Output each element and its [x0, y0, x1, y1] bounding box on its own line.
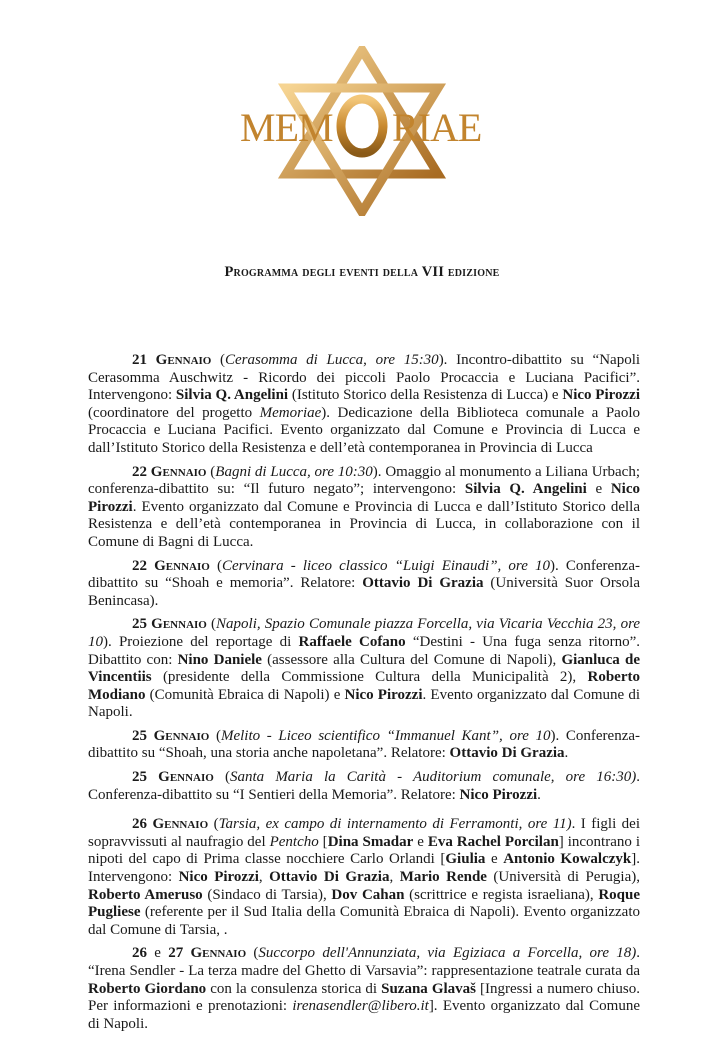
- event-text-segment: ). Omaggio al monumento a Liliana Urbach; conferenza-dibattito su: “Il futuro negato”; intervengono:: [88, 463, 641, 498]
- event-text-segment: Eva Rachel Porcilan: [427, 833, 559, 850]
- event-text-segment: Gianluca de Vincentiis: [88, 651, 640, 686]
- event-text-segment: Gennaio: [152, 816, 209, 833]
- event-text-segment: Nico Pirozzi: [88, 481, 640, 515]
- event-text-segment: e: [413, 833, 428, 850]
- event-text-segment: 21: [132, 352, 156, 368]
- event-text-segment: (: [208, 816, 219, 833]
- event-text-segment: . Conferenza-dibattito su “I Sentieri della Memoria”. Relatore:: [88, 769, 641, 803]
- event-text-segment: Ottavio Di Grazia: [449, 745, 565, 762]
- event-text-segment: 25: [132, 616, 152, 633]
- event-text-segment: [Ingressi a numero chiuso. Per informazioni e prenotazioni:: [88, 980, 640, 1015]
- event-text-segment: (Università Suor Orsola Benincasa).: [88, 575, 640, 609]
- events-list: [88, 352, 640, 1039]
- logo-text-right: RIAE: [392, 105, 482, 150]
- event-text-segment: (Sindaco di Tarsia),: [202, 886, 332, 903]
- event-text-segment: (scrittrice e regista israeliana),: [404, 886, 599, 903]
- event-paragraph: [88, 352, 640, 458]
- event-text-segment: ). Conferenza-dibattito su “Shoah e memoria”. Relatore:: [88, 557, 640, 592]
- event-text-segment: Raffaele Cofano: [298, 633, 406, 650]
- event-text-segment: 25: [132, 769, 159, 786]
- event-text-segment: .: [564, 745, 569, 762]
- event-text-segment: Napoli, Spazio Comunale piazza Forcella, via Vicaria Vecchia 23, ore 10: [88, 616, 641, 650]
- event-text-segment: 22: [132, 557, 155, 574]
- event-text-segment: Roberto Ameruso: [88, 886, 203, 903]
- event-text-segment: ,: [389, 869, 400, 886]
- event-text-segment: Santa Maria la Carità - Auditorium comunale, ore 16:30): [230, 769, 637, 786]
- event-paragraph: [88, 769, 640, 804]
- event-text-segment: (assessore alla Cultura del Comune di Napoli),: [261, 651, 562, 668]
- event-text-segment: 25: [132, 727, 154, 744]
- event-text-segment: ,: [258, 869, 270, 886]
- event-text-segment: Gennaio: [154, 557, 210, 574]
- event-text-segment: irenasendler@libero.it: [292, 998, 429, 1015]
- event-text-segment: Roberto Giordano: [88, 980, 207, 997]
- event-text-segment: Suzana Glavaš: [381, 980, 476, 997]
- event-text-segment: Antonio Kowalczyk: [503, 851, 632, 868]
- event-text-segment: Gennaio: [190, 945, 247, 962]
- event-text-segment: ). Conferenza-dibattito su “Shoah, una storia anche napoletana”. Relatore:: [88, 727, 641, 762]
- event-text-segment: (Università di Perugia),: [486, 869, 641, 886]
- event-text-segment: (presidente della Commissione Cultura della Municipalità 2),: [151, 669, 588, 686]
- event-text-segment: Bagni di Lucca, ore 10:30: [215, 463, 373, 480]
- event-text-segment: Ottavio Di Grazia: [269, 869, 390, 886]
- event-text-segment: ]. Evento organizzato dal Comune di Napoli.: [88, 998, 640, 1032]
- event-text-segment: Gennaio: [153, 727, 210, 744]
- event-text-segment: (Istituto Storico della Resistenza di Lucca) e: [288, 387, 563, 404]
- event-text-segment: (: [213, 769, 230, 786]
- event-text-segment: Roberto Modiano: [88, 669, 640, 703]
- event-text-segment: Succorpo dell'Annunziata, via Egiziaca a Forcella, ore 18): [258, 945, 637, 962]
- event-text-segment: con la consulenza storica di: [206, 980, 382, 997]
- event-text-segment: (: [211, 352, 226, 368]
- event-text-segment: Pentcho: [269, 833, 319, 850]
- logo-text-left: MEM: [240, 105, 333, 150]
- event-text-segment: Silvia Q. Angelini: [175, 387, 289, 404]
- event-text-segment: 22: [132, 463, 151, 480]
- event-text-segment: e: [586, 481, 611, 498]
- event-text-segment: 26: [132, 945, 147, 962]
- event-text-segment: 27: [168, 945, 191, 962]
- event-text-segment: Melito - Liceo scientifico “Immanuel Kant”, ore 10: [220, 727, 551, 744]
- event-text-segment: Roque Pugliese: [88, 886, 640, 921]
- event-paragraph: [88, 945, 640, 1033]
- event-text-segment: (: [209, 727, 221, 744]
- event-text-segment: ,: [363, 352, 376, 368]
- event-text-segment: .: [537, 786, 541, 803]
- event-text-segment: Memoriae: [259, 404, 322, 421]
- event-text-segment: Dov Cahan: [331, 886, 405, 903]
- event-text-segment: Tarsia, ex campo di internamento di Ferramonti, ore 11): [218, 816, 572, 833]
- event-text-segment: Ottavio Di Grazia: [362, 575, 484, 592]
- event-text-segment: Nico Pirozzi: [459, 786, 538, 803]
- memoriae-logo: [230, 46, 494, 216]
- event-paragraph: [88, 616, 640, 722]
- event-paragraph: [88, 464, 640, 552]
- event-text-segment: Silvia Q. Angelini: [464, 481, 587, 498]
- event-text-segment: (coordinatore del progetto: [88, 404, 260, 421]
- event-text-segment: ). Dedicazione della Biblioteca comunale a Paolo Procaccia e Luciana Pacifici. Evento organizzato dal Comune e Provincia di Lucca e dall’Istituto Storico della Resistenza e dell’età contemporanea in Provincia di Lucca: [88, 404, 640, 456]
- event-text-segment: 26: [132, 816, 153, 833]
- event-text-segment: “Destini - Una fuga senza ritorno”. Dibattito con:: [88, 633, 640, 668]
- page-title: Programma degli eventi della VII edizione: [224, 264, 500, 280]
- event-text-segment: Gennaio: [150, 463, 207, 480]
- event-text-segment: Giulia: [445, 851, 486, 868]
- event-text-segment: Dina Smadar: [327, 833, 414, 850]
- event-text-segment: e: [147, 945, 169, 962]
- event-text-segment: ). Incontro-dibattito su “Napoli Cerasomma Auschwitz - Ricordo dei piccoli Paolo Procaccia e Luciana Pacifici”. Intervengono:: [88, 352, 641, 404]
- event-text-segment: Gennaio: [151, 616, 207, 633]
- event-text-segment: ore 15:30: [375, 352, 439, 368]
- event-text-segment: Nico Pirozzi: [344, 686, 423, 703]
- event-text-segment: (: [246, 945, 259, 962]
- event-text-segment: (: [209, 557, 222, 574]
- event-text-segment: . Evento organizzato dal Comune e Provincia di Lucca e dall’Istituto Storico della Resistenza e dell’età contemporanea in Provincia di Lucca, in collaborazione con il Comune di Bagni di Lucca.: [88, 498, 640, 550]
- event-paragraph: [88, 558, 640, 611]
- event-text-segment: [: [318, 833, 328, 850]
- event-text-segment: Cervinara - liceo classico “Luigi Einaudi”, ore 10: [221, 557, 550, 574]
- event-text-segment: Cerasomma di Lucca: [225, 352, 364, 368]
- event-text-segment: . I figli dei sopravvissuti al naufragio del: [88, 816, 641, 850]
- event-text-segment: (referente per il Sud Italia della Comunità Ebraica di Napoli). Evento organizzato dal Comune di Tarsia, .: [88, 904, 640, 938]
- event-text-segment: Nico Pirozzi: [178, 869, 259, 886]
- event-text-segment: Nico Pirozzi: [562, 387, 641, 404]
- event-text-segment: Gennaio: [158, 769, 214, 786]
- event-text-segment: Gennaio: [155, 352, 212, 368]
- event-paragraph: [88, 728, 640, 763]
- event-text-segment: . Evento organizzato dal Comune di Napoli.: [88, 686, 640, 721]
- event-text-segment: e: [485, 851, 504, 868]
- event-text-segment: ] incontrano i nipoti del capo di Prima classe nocchiere Carlo Orlandi [: [88, 833, 640, 868]
- event-paragraph: [88, 816, 640, 939]
- event-text-segment: Mario Rende: [399, 869, 487, 886]
- event-text-segment: (Comunità Ebraica di Napoli) e: [145, 686, 345, 703]
- event-text-segment: Nino Daniele: [177, 651, 262, 668]
- event-text-segment: ]. Intervengono:: [88, 851, 640, 886]
- event-text-segment: (: [206, 616, 217, 633]
- event-text-segment: ). Proiezione del reportage di: [103, 633, 299, 650]
- event-text-segment: . “Irena Sendler - La terza madre del Ghetto di Varsavia”: rappresentazione teatrale curata da: [88, 945, 640, 979]
- event-text-segment: (: [206, 463, 216, 480]
